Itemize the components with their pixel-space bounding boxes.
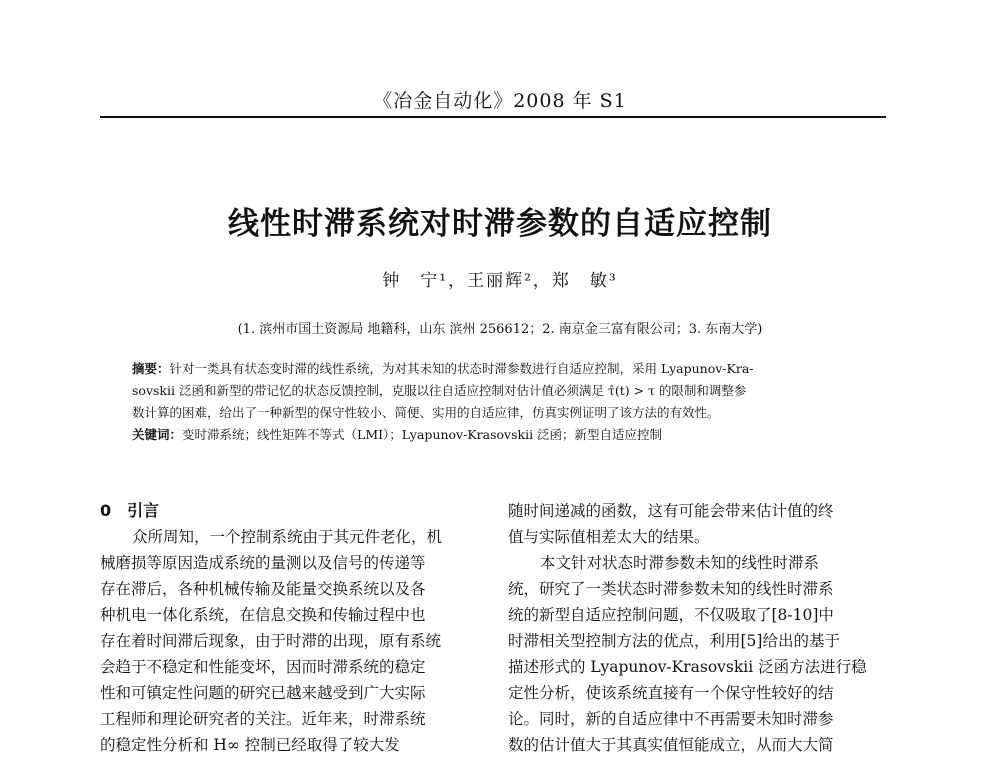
- left-column: [100, 498, 480, 758]
- body-line: 值与实际值相差太大的结果。: [508, 528, 710, 546]
- body-line: 定性分析，使该系统直接有一个保守性较好的结: [508, 684, 834, 702]
- authors: 钟 宁¹，王丽辉²，郑 敏³: [382, 271, 618, 291]
- body-line: 数的估计值大于其真实值恒能成立，从而大大简: [508, 736, 834, 754]
- section-number: 0: [100, 501, 112, 520]
- keywords-line: [132, 424, 872, 446]
- body-line: 随时间递减的函数，这有可能会带来估计值的终: [508, 502, 834, 520]
- body-line: 存在着时间滞后现象，由于时滞的出现，原有系统: [100, 632, 442, 650]
- section-title: 引言: [127, 501, 160, 520]
- keywords-label: 关键词：: [132, 427, 183, 442]
- abstract-block: [132, 358, 872, 446]
- abstract-line: 数计算的困难，给出了一种新型的保守性较小、简便、实用的自适应律，仿真实例证明了该方法的有效性。: [132, 405, 720, 420]
- body-line: 统的新型自适应控制问题，不仅吸取了[8-10]中: [508, 606, 834, 624]
- paper-title: 线性时滞系统对时滞参数的自适应控制: [228, 206, 772, 242]
- body-line: 论。同时，新的自适应律中不再需要未知时滞参: [508, 710, 834, 728]
- body-line: 本文针对状态时滞参数未知的线性时滞系: [540, 554, 820, 572]
- body-line: 存在滞后，各种机械传输及能量交换系统以及各: [100, 580, 426, 598]
- body-line: 性和可镇定性问题的研究已越来越受到广大实际: [100, 684, 426, 702]
- right-column: [508, 498, 888, 758]
- body-line: 工程师和理论研究者的关注。近年来，时滞系统: [100, 710, 426, 728]
- abstract-line: sovskii 泛函和新型的带记忆的状态反馈控制，克服以往自适应控制对估计值必须满足 τ̂(t) > τ 的限制和调整参: [132, 383, 747, 398]
- section-heading: [100, 498, 480, 524]
- abstract-line: [132, 358, 872, 380]
- body-line: 械磨损等原因造成系统的量测以及信号的传递等: [100, 554, 426, 572]
- body-line: 会趋于不稳定和性能变坏，因而时滞系统的稳定: [100, 658, 426, 676]
- abstract-text: 针对一类具有状态变时滞的线性系统，为对其未知的状态时滞参数进行自适应控制，采用 Lyapunov-Kra-: [169, 361, 754, 376]
- body-line: 描述形式的 Lyapunov-Krasovskii 泛函方法进行稳: [508, 658, 867, 676]
- journal-header: 《冶金自动化》2008 年 S1: [373, 90, 627, 112]
- affiliation: (1. 滨州市国土资源局 地籍科，山东 滨州 256612；2. 南京金三富有限公司；3. 东南大学): [237, 322, 763, 337]
- keywords-text: 变时滞系统；线性矩阵不等式（LMI）；Lyapunov-Krasovskii 泛函；新型自适应控制: [182, 427, 663, 442]
- body-line: 众所周知，一个控制系统由于其元件老化，机: [132, 528, 443, 546]
- body-line: 时滞相关型控制方法的优点，利用[5]给出的基于: [508, 632, 840, 650]
- body-line: 的稳定性分析和 H∞ 控制已经取得了较大发: [100, 736, 400, 754]
- body-line: 统，研究了一类状态时滞参数未知的线性时滞系: [508, 580, 834, 598]
- abstract-label: 摘要：: [132, 361, 170, 376]
- header-rule: [100, 116, 886, 118]
- body-line: 种机电一体化系统，在信息交换和传输过程中也: [100, 606, 426, 624]
